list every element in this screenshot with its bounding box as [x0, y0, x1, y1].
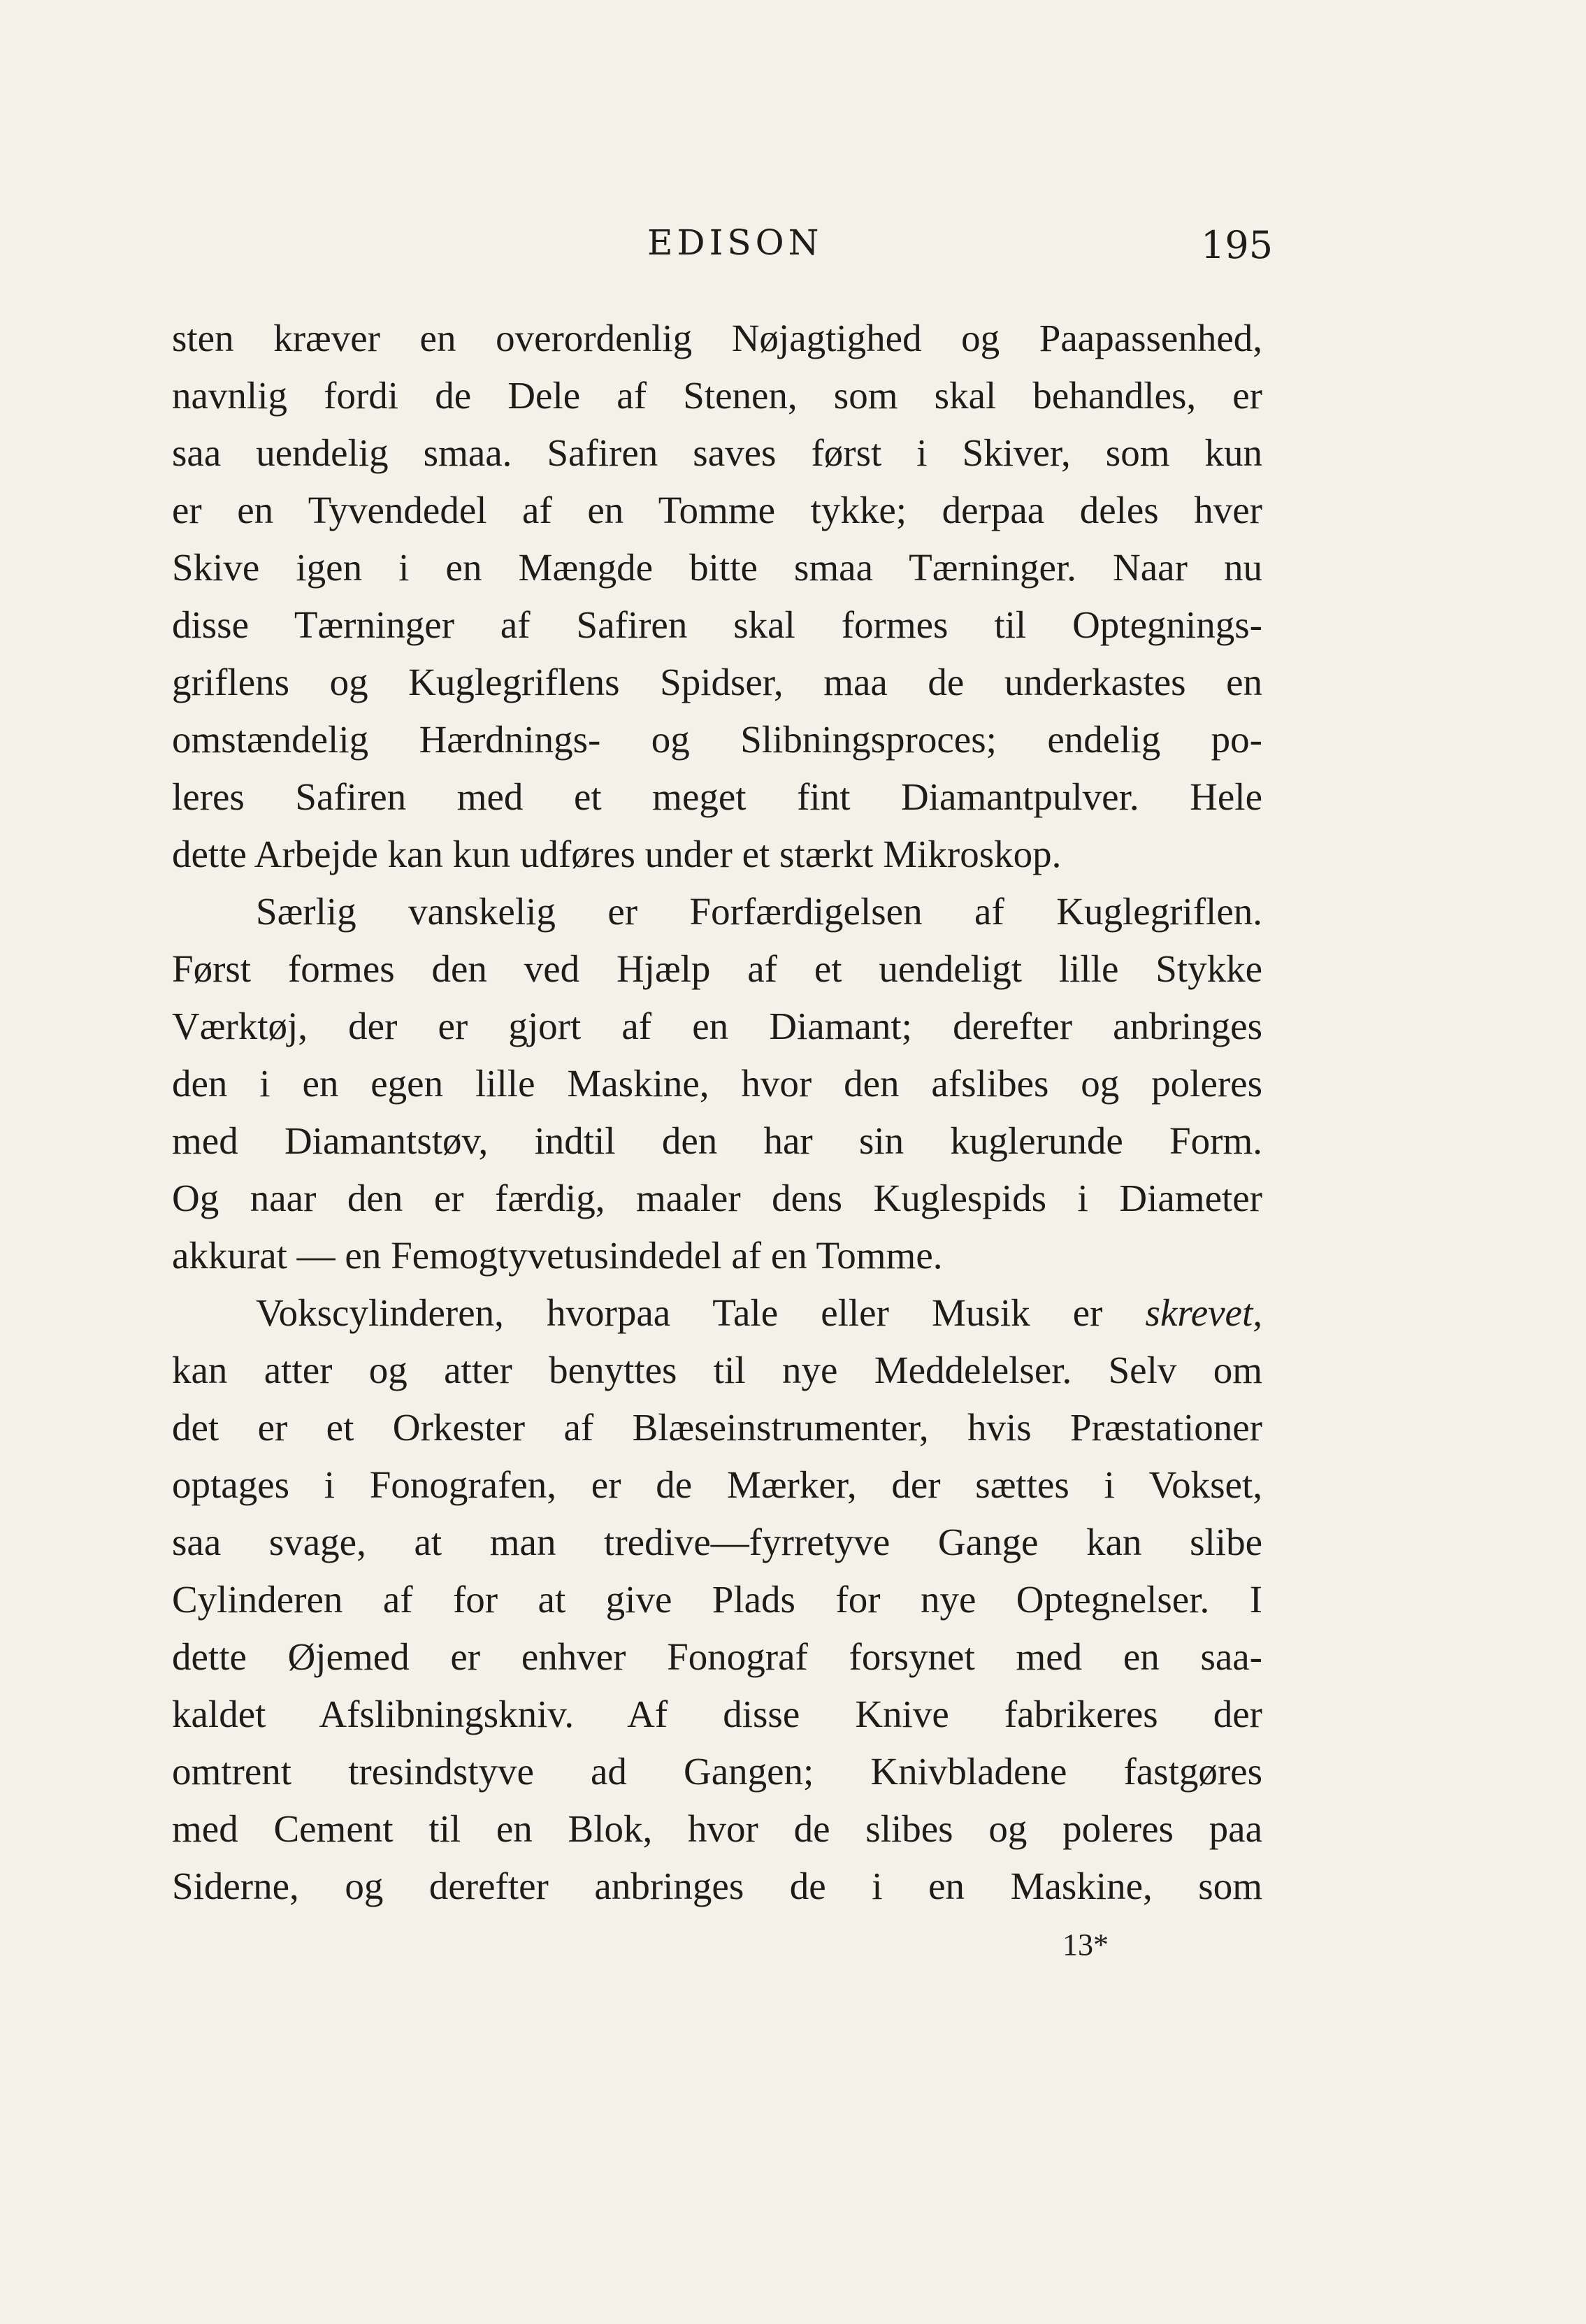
- text-line: saa svage, at man tredive—fyrretyve Gange kan slibe: [172, 1521, 1262, 1563]
- text-line: leres Safiren med et meget fint Diamantpulver. Hele: [172, 775, 1262, 818]
- text-line: Skive igen i en Mængde bitte smaa Tærninger. Naar nu: [172, 546, 1262, 589]
- text-line: Særlig vanskelig er Forfærdigelsen af Kuglegriflen.: [256, 890, 1262, 933]
- text-line: Først formes den ved Hjælp af et uendeligt lille Stykke: [172, 947, 1262, 990]
- text-line: det er et Orkester af Blæseinstrumenter, hvis Præstationer: [172, 1406, 1262, 1449]
- text-line: omtrent tresindstyve ad Gangen; Knivbladene fastgøres: [172, 1750, 1262, 1793]
- text-line: akkurat — en Femogtyvetusindedel af en Tomme.: [172, 1234, 943, 1277]
- text-line: er en Tyvendedel af en Tomme tykke; derpaa deles hver: [172, 489, 1262, 531]
- text-line: Og naar den er færdig, maaler dens Kuglespids i Diameter: [172, 1177, 1262, 1219]
- page-number: 195: [1201, 223, 1274, 267]
- signature-mark: 13*: [1062, 1928, 1109, 1962]
- text-line: Værktøj, der er gjort af en Diamant; derefter anbringes: [172, 1005, 1262, 1047]
- text-line: optages i Fonografen, er de Mærker, der sættes i Vokset,: [172, 1463, 1262, 1506]
- text-line: disse Tærninger af Safiren skal formes til Optegnings-: [172, 603, 1262, 646]
- text-line: Cylinderen af for at give Plads for nye Optegnelser. I: [172, 1578, 1262, 1621]
- running-title: EDISON: [647, 222, 823, 263]
- text-line: den i en egen lille Maskine, hvor den afslibes og poleres: [172, 1062, 1262, 1105]
- text-line: Siderne, og derefter anbringes de i en Maskine, som: [172, 1865, 1262, 1907]
- text-line: kaldet Afslibningskniv. Af disse Knive fabrikeres der: [172, 1693, 1262, 1735]
- text-line: med Diamantstøv, indtil den har sin kuglerunde Form.: [172, 1119, 1262, 1162]
- text-line: [172, 1284, 1262, 1342]
- text-line: med Cement til en Blok, hvor de slibes og poleres paa: [172, 1807, 1262, 1850]
- running-head: [0, 218, 1586, 267]
- text-line: kan atter og atter benyttes til nye Meddelelser. Selv om: [172, 1349, 1262, 1391]
- text-line: saa uendelig smaa. Safiren saves først i Skiver, som kun: [172, 431, 1262, 474]
- text-line: griflens og Kuglegriflens Spidser, maa de underkastes en: [172, 661, 1262, 703]
- text-line: navnlig fordi de Dele af Stenen, som skal behandles, er: [172, 374, 1262, 417]
- body-text: [172, 310, 1262, 1915]
- text-line: sten kræver en overordenlig Nøjagtighed og Paapassenhed,: [172, 317, 1262, 359]
- text-line: dette Arbejde kan kun udføres under et stærkt Mikroskop.: [172, 833, 1062, 875]
- italic-word: skrevet,: [1145, 1291, 1262, 1334]
- text-segment: Vokscylinderen, hvorpaa Tale eller Musik er: [256, 1291, 1103, 1334]
- text-line: dette Øjemed er enhver Fonograf forsynet med en saa-: [172, 1635, 1262, 1678]
- text-line: omstændelig Hærdnings- og Slibningsproces; endelig po-: [172, 718, 1262, 761]
